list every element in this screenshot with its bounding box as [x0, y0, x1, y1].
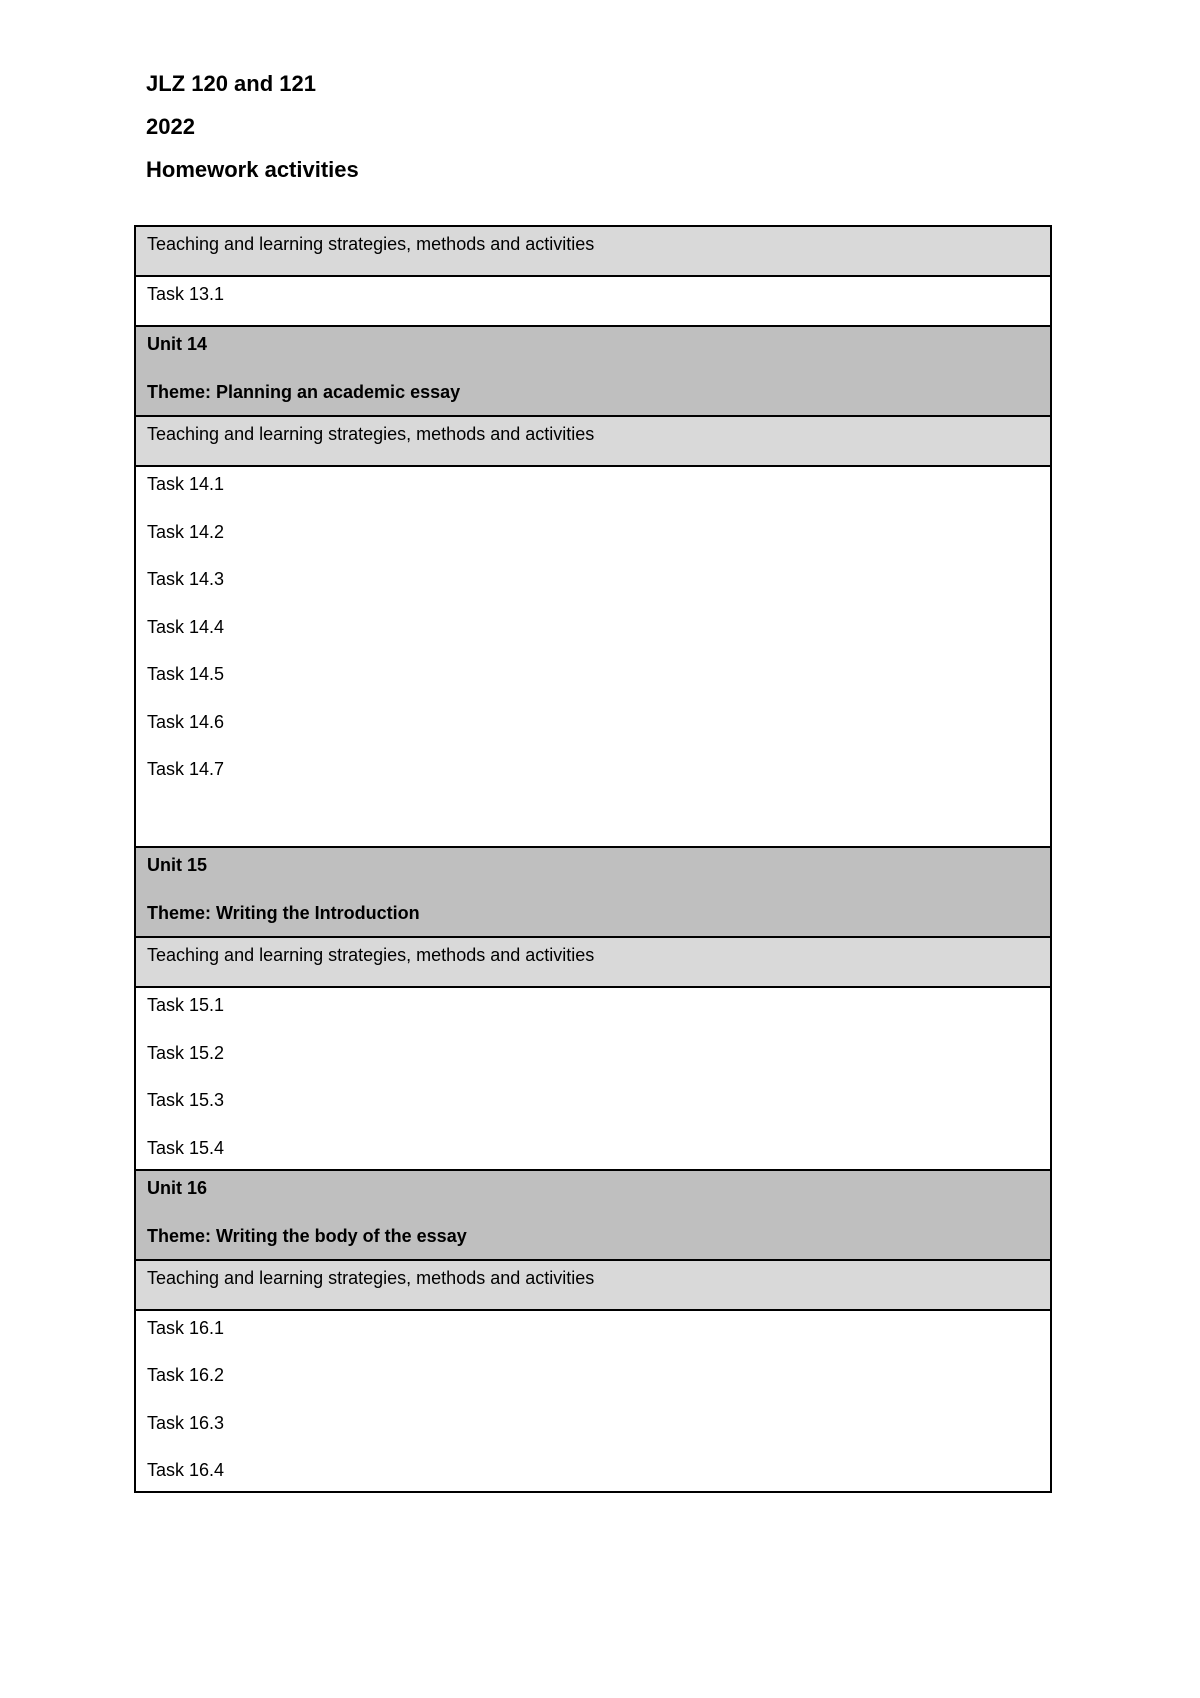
task-item: Task 15.2	[147, 1042, 225, 1063]
strategies-label-row	[135, 226, 1051, 276]
unit-title: Unit 14	[147, 334, 208, 354]
strategies-label: Teaching and learning strategies, methods and activities	[147, 1267, 595, 1288]
unit-header-row	[135, 326, 1051, 416]
task-item: Task 16.3	[147, 1412, 225, 1433]
task-item: Task 14.2	[147, 521, 225, 542]
unit-title: Unit 16	[147, 1177, 208, 1198]
course-code-heading: JLZ 120 and 121	[146, 71, 316, 96]
strategies-label: Teaching and learning strategies, methods and activities	[147, 945, 595, 965]
tasks-row	[135, 466, 1051, 847]
unit-theme: Theme: Planning an academic essay	[147, 382, 461, 402]
task-item: Task 14.4	[147, 616, 225, 637]
task-item: Task 14.6	[147, 711, 225, 732]
task-item: Task 16.1	[147, 1317, 225, 1338]
task-item: Task 14.1	[147, 474, 225, 494]
unit-header-row	[135, 1170, 1051, 1260]
blank-line	[147, 780, 1039, 840]
unit-header-row	[135, 847, 1051, 937]
strategies-label: Teaching and learning strategies, methods and activities	[147, 424, 595, 444]
unit-theme: Theme: Writing the body of the essay	[147, 1225, 467, 1246]
strategies-label-row	[135, 416, 1051, 466]
strategies-label: Teaching and learning strategies, methods and activities	[147, 234, 595, 254]
task-item: Task 15.1	[147, 995, 225, 1015]
document-header	[146, 70, 359, 199]
task-item: Task 14.5	[147, 664, 225, 684]
tasks-row	[135, 1310, 1051, 1493]
task-item: Task 16.2	[147, 1365, 225, 1385]
task-item: Task 13.1	[147, 284, 225, 304]
tasks-row	[135, 987, 1051, 1170]
strategies-label-row	[135, 937, 1051, 987]
task-item: Task 15.4	[147, 1137, 225, 1158]
year-heading: 2022	[146, 114, 195, 139]
homework-table	[134, 225, 1052, 1493]
task-item: Task 14.3	[147, 569, 225, 589]
task-item: Task 16.4	[147, 1460, 225, 1480]
task-item: Task 14.7	[147, 759, 225, 779]
unit-theme: Theme: Writing the Introduction	[147, 903, 420, 923]
task-row	[135, 276, 1051, 326]
strategies-label-row	[135, 1260, 1051, 1310]
homework-heading: Homework activities	[146, 157, 359, 182]
unit-title: Unit 15	[147, 855, 208, 875]
task-item: Task 15.3	[147, 1090, 225, 1110]
